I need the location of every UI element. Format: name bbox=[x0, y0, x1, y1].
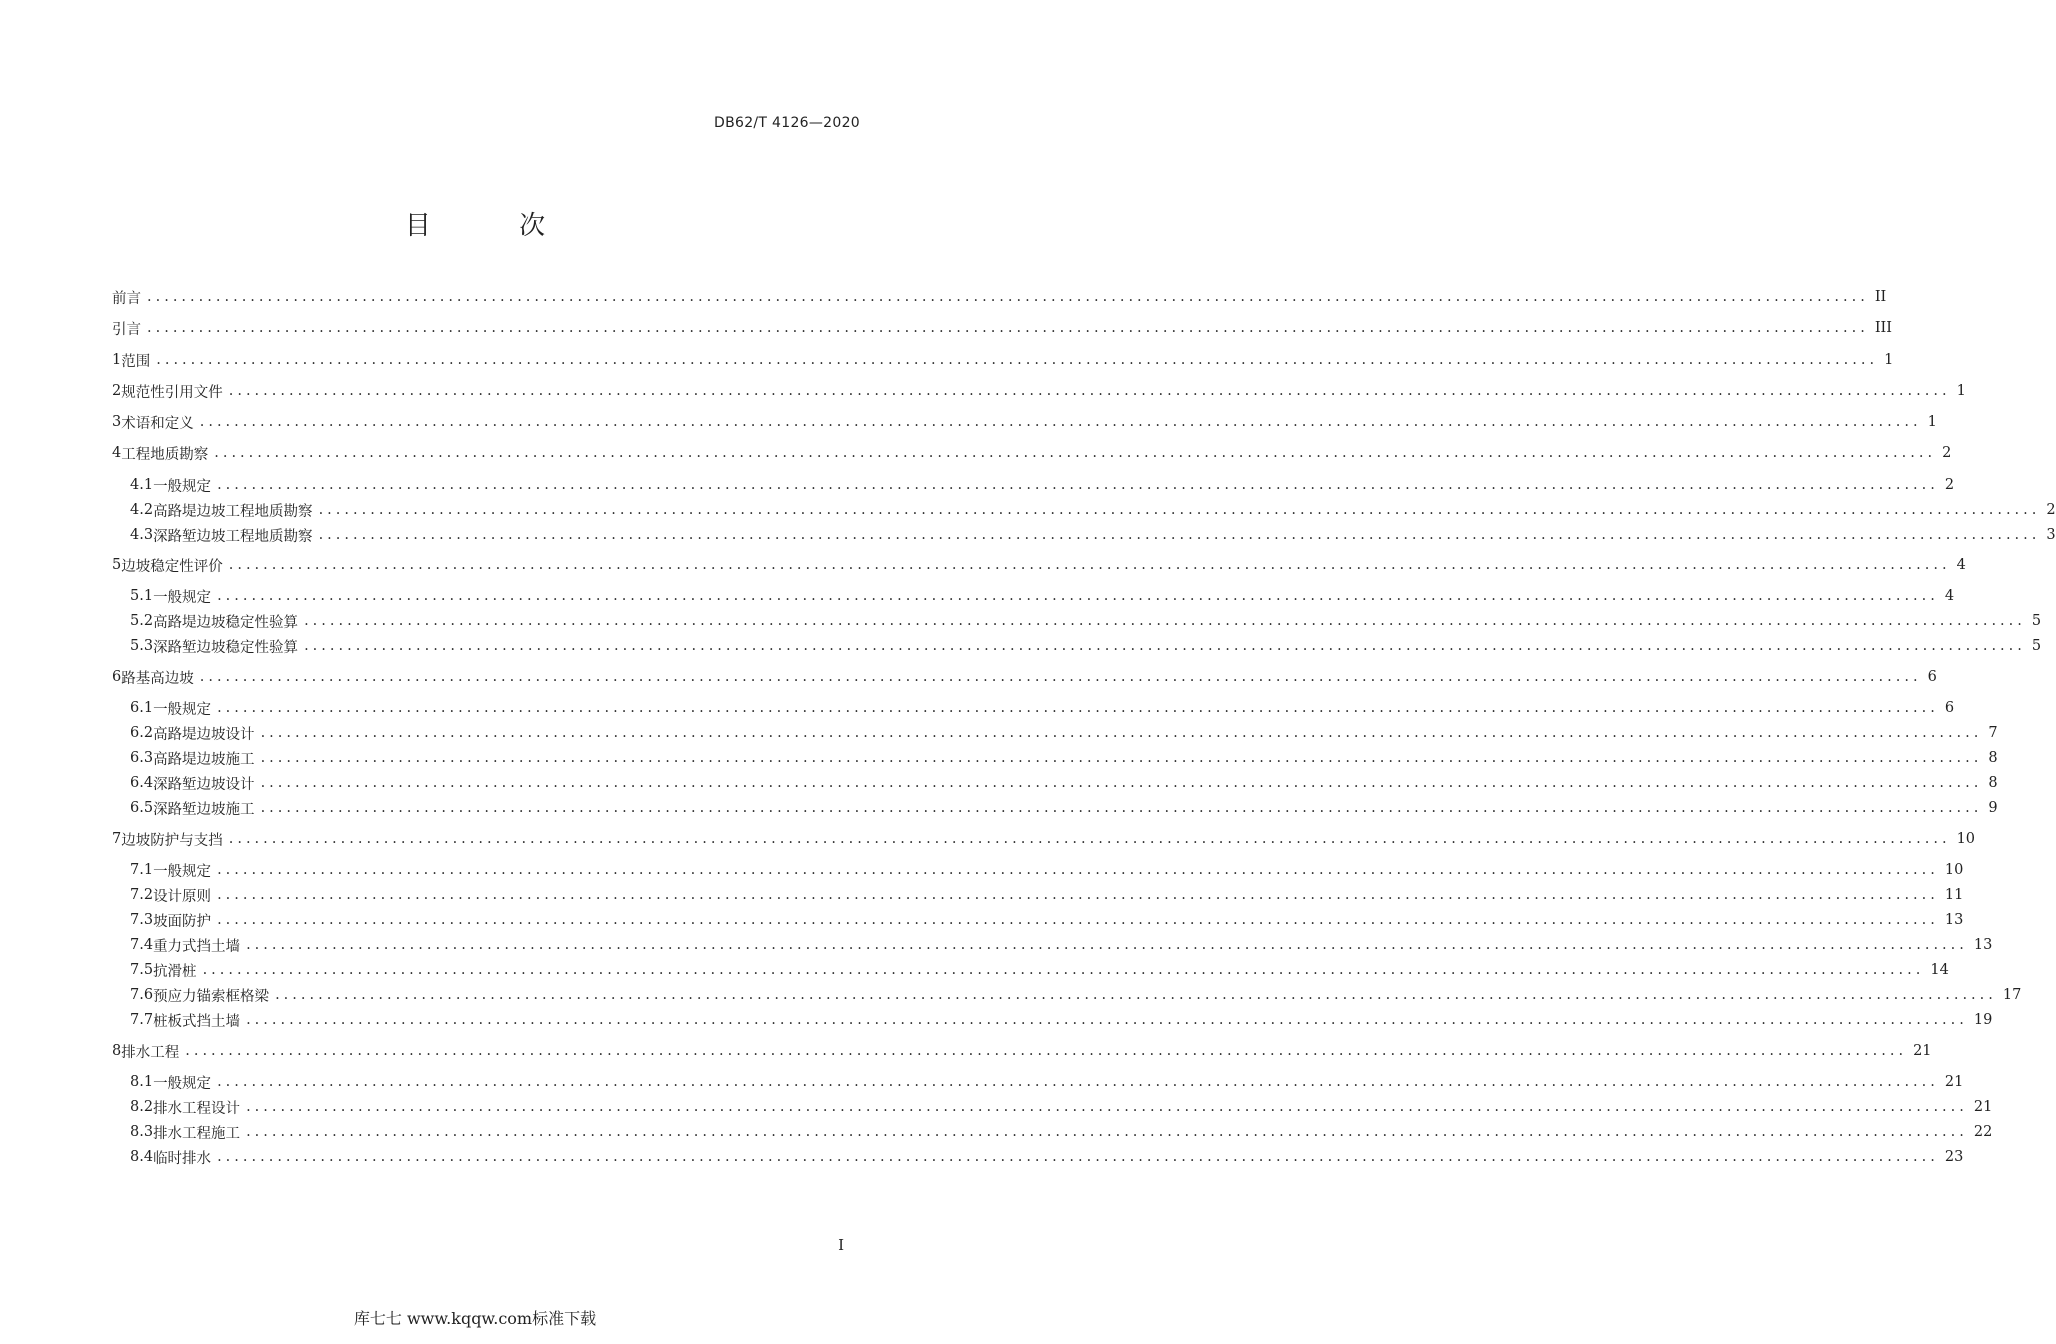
toc-dot-leader: ........................................................................................................................................................................................................ bbox=[217, 862, 1939, 878]
page-title: 目 次 bbox=[404, 211, 586, 241]
toc-entry-number: 7.2 bbox=[130, 887, 154, 903]
toc-entry-number: 7.5 bbox=[130, 962, 154, 978]
toc-entry-title: 范围 bbox=[121, 353, 151, 370]
toc-entry-page: 23 bbox=[1944, 1149, 1964, 1165]
toc-entry-title: 前言 bbox=[112, 290, 141, 307]
toc-dot-leader: ........................................................................................................................................................................................................ bbox=[318, 502, 2041, 518]
toc-entry-number: 6.2 bbox=[130, 725, 154, 741]
toc-entry-page: 17 bbox=[2002, 987, 2022, 1003]
toc-entry-number: 4.1 bbox=[130, 477, 154, 493]
toc-dot-leader: ........................................................................................................................................................................................................ bbox=[246, 1099, 1968, 1115]
toc-entry[interactable] bbox=[112, 474, 1955, 496]
toc-entry-title: 深路堑边坡设计 bbox=[153, 776, 255, 793]
toc-entry-page: 4 bbox=[1956, 557, 1966, 573]
toc-entry[interactable] bbox=[112, 380, 1966, 402]
toc-entry-number: 5.3 bbox=[130, 638, 154, 654]
toc-entry-title: 高路堤边坡施工 bbox=[153, 751, 255, 768]
toc-entry[interactable] bbox=[112, 797, 1998, 819]
toc-dot-leader: ........................................................................................................................................................................................................ bbox=[228, 557, 1951, 573]
toc-entry-title: 工程地质勘察 bbox=[121, 446, 209, 463]
toc-entry-page: 21 bbox=[1973, 1099, 1993, 1115]
toc-entry[interactable] bbox=[112, 984, 2022, 1006]
toc-dot-leader: ........................................................................................................................................................................................................ bbox=[260, 725, 1983, 741]
toc-entry-page: II bbox=[1874, 289, 1887, 305]
toc-entry-number: 4.3 bbox=[130, 527, 154, 543]
toc-dot-leader: ........................................................................................................................................................................................................ bbox=[199, 669, 1922, 685]
toc-entry-title: 一般规定 bbox=[153, 701, 212, 718]
toc-dot-leader: ........................................................................................................................................................................................................ bbox=[318, 527, 2041, 543]
toc-entry-number: 8.3 bbox=[130, 1124, 154, 1140]
toc-entry-title: 预应力锚索框格梁 bbox=[153, 988, 270, 1005]
toc-entry-title: 术语和定义 bbox=[121, 415, 194, 432]
toc-entry-number: 7.7 bbox=[130, 1012, 154, 1028]
toc-entry[interactable] bbox=[112, 1040, 1932, 1062]
toc-entry[interactable] bbox=[112, 585, 1955, 607]
toc-entry-title: 边坡防护与支挡 bbox=[121, 832, 223, 849]
toc-entry-page: 2 bbox=[2046, 502, 2056, 518]
toc-dot-leader: ........................................................................................................................................................................................................ bbox=[217, 887, 1939, 903]
toc-entry-page: 1 bbox=[1884, 352, 1894, 368]
toc-dot-leader: ........................................................................................................................................................................................................ bbox=[275, 987, 1997, 1003]
toc-dot-leader: ........................................................................................................................................................................................................ bbox=[185, 1043, 1908, 1059]
toc-entry-title: 坡面防护 bbox=[153, 913, 212, 930]
toc-entry-page: 9 bbox=[1988, 800, 1998, 816]
toc-entry-page: 6 bbox=[1944, 700, 1955, 716]
toc-dot-leader: ........................................................................................................................................................................................................ bbox=[260, 800, 1983, 816]
toc-dot-leader: ........................................................................................................................................................................................................ bbox=[199, 414, 1922, 430]
toc-entry-page: 7 bbox=[1988, 725, 1998, 741]
toc-dot-leader: ........................................................................................................................................................................................................ bbox=[202, 962, 1925, 978]
toc-entry[interactable] bbox=[112, 1096, 1993, 1118]
toc-dot-leader: ........................................................................................................................................................................................................ bbox=[217, 912, 1939, 928]
toc-entry-number: 8.1 bbox=[130, 1074, 154, 1090]
toc-dot-leader: ........................................................................................................................................................................................................ bbox=[147, 289, 1869, 305]
toc-entry-page: 13 bbox=[1973, 937, 1993, 953]
toc-dot-leader: ........................................................................................................................................................................................................ bbox=[147, 320, 1869, 336]
toc-entry[interactable] bbox=[112, 524, 2056, 546]
toc-dot-leader: ........................................................................................................................................................................................................ bbox=[304, 638, 2026, 654]
toc-entry-number: 1 bbox=[112, 352, 122, 368]
toc-entry-title: 桩板式挡土墙 bbox=[153, 1013, 241, 1030]
toc-dot-leader: ........................................................................................................................................................................................................ bbox=[214, 445, 1937, 461]
toc-entry-title: 一般规定 bbox=[153, 863, 212, 880]
toc-entry-page: 6 bbox=[1927, 669, 1937, 685]
toc-entry-title: 边坡稳定性评价 bbox=[121, 558, 223, 575]
toc-entry-number: 5.2 bbox=[130, 613, 154, 629]
toc-entry-page: 3 bbox=[2046, 527, 2056, 543]
toc-entry-number: 6.5 bbox=[130, 800, 154, 816]
toc-entry[interactable] bbox=[112, 1071, 1964, 1093]
toc-entry-title: 设计原则 bbox=[153, 888, 212, 905]
toc-entry-page: III bbox=[1874, 320, 1893, 336]
toc-entry[interactable] bbox=[112, 554, 1966, 576]
toc-entry-number: 8.2 bbox=[130, 1099, 154, 1115]
toc-entry-number: 6 bbox=[112, 669, 122, 685]
toc-entry-page: 21 bbox=[1944, 1074, 1964, 1090]
toc-entry-title: 一般规定 bbox=[153, 478, 212, 495]
toc-entry-title: 引言 bbox=[112, 321, 141, 338]
footer-watermark: 库七七 www.kqqw.com标准下载 bbox=[353, 1309, 597, 1328]
toc-entry-title: 高路堤边坡设计 bbox=[153, 726, 255, 743]
toc-dot-leader: ........................................................................................................................................................................................................ bbox=[156, 352, 1879, 368]
toc-entry-page: 11 bbox=[1944, 887, 1964, 903]
toc-entry-title: 临时排水 bbox=[153, 1150, 212, 1167]
toc-entry-number: 8.4 bbox=[130, 1149, 154, 1165]
toc-entry[interactable] bbox=[112, 1121, 1993, 1143]
toc-entry-page: 8 bbox=[1988, 750, 1998, 766]
toc-entry[interactable] bbox=[112, 317, 1893, 339]
toc-entry-number: 5 bbox=[112, 557, 122, 573]
toc-entry-number: 7 bbox=[112, 831, 122, 847]
toc-dot-leader: ........................................................................................................................................................................................................ bbox=[217, 477, 1939, 493]
toc-entry[interactable] bbox=[112, 747, 1998, 769]
toc-entry-title: 高路堤边坡工程地质勘察 bbox=[153, 503, 313, 520]
toc-entry-title: 抗滑桩 bbox=[153, 963, 197, 980]
toc-entry[interactable] bbox=[112, 1009, 1993, 1031]
toc-entry-title: 一般规定 bbox=[153, 589, 212, 606]
toc-entry-number: 7.3 bbox=[130, 912, 154, 928]
toc-dot-leader: ........................................................................................................................................................................................................ bbox=[228, 831, 1951, 847]
toc-entry-number: 2 bbox=[112, 383, 122, 399]
toc-entry-page: 2 bbox=[1944, 477, 1955, 493]
toc-entry[interactable] bbox=[112, 610, 2042, 632]
toc-dot-leader: ........................................................................................................................................................................................................ bbox=[246, 1124, 1968, 1140]
toc-dot-leader: ........................................................................................................................................................................................................ bbox=[217, 588, 1939, 604]
toc-entry[interactable] bbox=[112, 959, 1949, 981]
toc-entry-page: 1 bbox=[1927, 414, 1937, 430]
toc-entry[interactable] bbox=[112, 934, 1993, 956]
toc-entry-title: 一般规定 bbox=[153, 1075, 212, 1092]
toc-entry-title: 排水工程设计 bbox=[153, 1100, 241, 1117]
toc-entry-number: 8 bbox=[112, 1043, 122, 1059]
toc-entry[interactable] bbox=[112, 666, 1937, 688]
toc-entry-title: 排水工程 bbox=[121, 1044, 180, 1061]
toc-entry-title: 深路堑边坡稳定性验算 bbox=[153, 639, 299, 656]
toc-entry-page: 5 bbox=[2031, 638, 2042, 654]
toc-entry-page: 5 bbox=[2031, 613, 2042, 629]
toc-dot-leader: ........................................................................................................................................................................................................ bbox=[217, 700, 1939, 716]
toc-dot-leader: ........................................................................................................................................................................................................ bbox=[260, 750, 1983, 766]
toc-dot-leader: ........................................................................................................................................................................................................ bbox=[217, 1149, 1939, 1165]
toc-entry-number: 4 bbox=[112, 445, 122, 461]
toc-dot-leader: ........................................................................................................................................................................................................ bbox=[217, 1074, 1939, 1090]
toc-entry-page: 2 bbox=[1942, 445, 1952, 461]
toc-entry-page: 8 bbox=[1988, 775, 1998, 791]
toc-entry[interactable] bbox=[112, 722, 1998, 744]
toc-entry[interactable] bbox=[112, 909, 1964, 931]
page-number: I bbox=[838, 1236, 844, 1254]
toc-entry-page: 13 bbox=[1944, 912, 1964, 928]
toc-entry-page: 19 bbox=[1973, 1012, 1993, 1028]
toc-dot-leader: ........................................................................................................................................................................................................ bbox=[304, 613, 2026, 629]
document-code: DB62/T 4126—2020 bbox=[714, 115, 860, 131]
toc-entry-title: 高路堤边坡稳定性验算 bbox=[153, 614, 299, 631]
toc-entry[interactable] bbox=[112, 286, 1887, 308]
toc-entry-number: 6.4 bbox=[130, 775, 154, 791]
toc-entry[interactable] bbox=[112, 1146, 1964, 1168]
toc-dot-leader: ........................................................................................................................................................................................................ bbox=[246, 937, 1968, 953]
toc-entry[interactable] bbox=[112, 499, 2056, 521]
toc-dot-leader: ........................................................................................................................................................................................................ bbox=[228, 383, 1951, 399]
toc-entry[interactable] bbox=[112, 411, 1937, 433]
toc-entry[interactable] bbox=[112, 697, 1955, 719]
toc-entry-title: 深路堑边坡工程地质勘察 bbox=[153, 528, 313, 545]
toc-entry-number: 7.4 bbox=[130, 937, 154, 953]
toc-entry-number: 7.6 bbox=[130, 987, 154, 1003]
toc-entry[interactable] bbox=[112, 442, 1952, 464]
toc-entry[interactable] bbox=[112, 828, 1976, 850]
toc-entry-number: 5.1 bbox=[130, 588, 154, 604]
toc-entry[interactable] bbox=[112, 884, 1964, 906]
toc-entry-title: 规范性引用文件 bbox=[121, 384, 223, 401]
toc-entry-number: 7.1 bbox=[130, 862, 154, 878]
toc-entry-page: 4 bbox=[1944, 588, 1955, 604]
toc-entry-number: 3 bbox=[112, 414, 122, 430]
toc-entry-title: 排水工程施工 bbox=[153, 1125, 241, 1142]
toc-entry[interactable] bbox=[112, 635, 2042, 657]
toc-dot-leader: ........................................................................................................................................................................................................ bbox=[260, 775, 1983, 791]
toc-entry-page: 21 bbox=[1913, 1043, 1932, 1059]
toc-entry[interactable] bbox=[112, 859, 1964, 881]
toc-entry-page: 14 bbox=[1930, 962, 1949, 978]
toc-entry[interactable] bbox=[112, 772, 1998, 794]
toc-entry-number: 6.3 bbox=[130, 750, 154, 766]
toc-entry-number: 6.1 bbox=[130, 700, 154, 716]
toc-entry-page: 10 bbox=[1956, 831, 1976, 847]
toc-entry-number: 4.2 bbox=[130, 502, 154, 518]
toc-entry-page: 1 bbox=[1956, 383, 1966, 399]
toc-entry-page: 22 bbox=[1973, 1124, 1993, 1140]
toc-dot-leader: ........................................................................................................................................................................................................ bbox=[246, 1012, 1968, 1028]
toc-entry[interactable] bbox=[112, 349, 1894, 371]
toc-entry-title: 深路堑边坡施工 bbox=[153, 801, 255, 818]
toc-entry-title: 路基高边坡 bbox=[121, 670, 194, 687]
toc-entry-title: 重力式挡土墙 bbox=[153, 938, 241, 955]
toc-entry-page: 10 bbox=[1944, 862, 1964, 878]
